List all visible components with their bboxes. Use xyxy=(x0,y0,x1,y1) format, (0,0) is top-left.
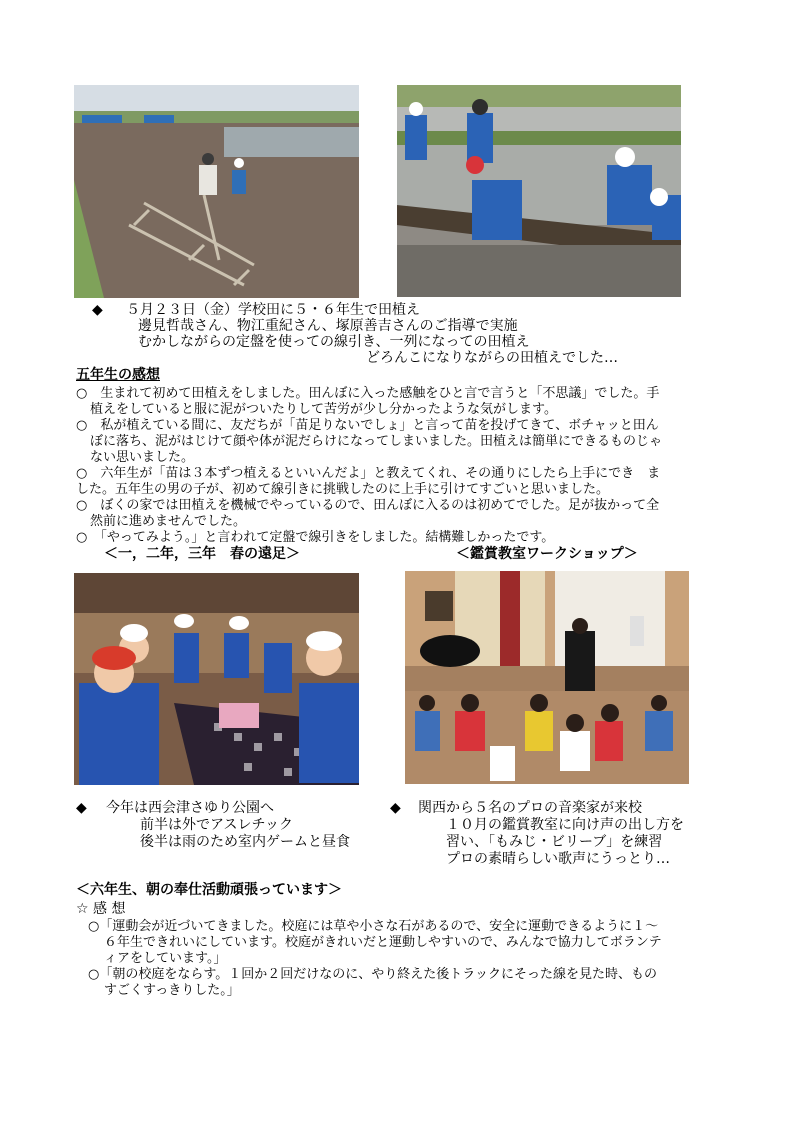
impression-line: ○ 私が植えている間に、友だちが「苗足りないでしょ」と言って苗を投げてきて、ボチャッと田ん xyxy=(76,418,659,433)
excursion-heading: ＜一，二年，三年 春の遠足＞ xyxy=(104,546,300,562)
excursion-caption-line: 前半は外でアスレチック xyxy=(140,817,294,833)
impression-line: 植えをしていると服に泥がついたりして苦労が少し分かったような気がします。 xyxy=(90,402,557,417)
service-line: ○「運動会が近づいてきました。校庭には草や小さな石があるので、安全に運動できるように１～ xyxy=(88,919,659,934)
workshop-caption-line: １０月の鑑賞教室に向け声の出し方を xyxy=(446,817,684,833)
caption-line: むかしながらの定盤を使っての線引き、一列になっての田植え xyxy=(138,334,530,350)
workshop-bullet: ◆ xyxy=(390,800,401,816)
impression-line: 然前に進めませんでした。 xyxy=(90,514,247,529)
impression-line: ない思いました。 xyxy=(90,450,195,465)
excursion-bullet: ◆ xyxy=(76,800,87,816)
impression-line: ○ 生まれて初めて田植えをしました。田んぼに入った感触をひと言で言うと「不思議」でした。手 xyxy=(76,386,660,401)
photo-music-workshop xyxy=(405,571,689,784)
photo-rice-field-marker xyxy=(74,85,359,298)
impression-line: ○ ぼくの家では田植えを機械でやっているので、田んぼに入るのは初めてでした。足が抜かって全 xyxy=(76,498,660,513)
workshop-heading: ＜鑑賞教室ワークショップ＞ xyxy=(456,546,638,562)
workshop-caption-line: プロの素晴らしい歌声にうっとり… xyxy=(446,851,670,867)
impression-line: ○ 「やってみよう。」と言われて定盤で線引きをしました。結構難しかったです。 xyxy=(76,530,555,545)
caption-line: 邊見哲哉さん、物江重紀さん、塚原善吉さんのご指導で実施 xyxy=(138,318,518,334)
service-line: ○「朝の校庭をならす。１回か２回だけなのに、やり終えた後トラックにそった線を見た時、もの xyxy=(88,967,658,982)
caption-line: どろんこになりながらの田植えでした… xyxy=(366,350,618,366)
impression-line: ぼに落ち、泥がはじけて顔や体が泥だらけになってしまいました。田植えは簡単にできるものじゃ xyxy=(90,434,663,449)
workshop-caption-line: 習い、「もみじ・ビリーブ」を練習 xyxy=(446,834,663,850)
excursion-caption-line: 今年は西会津さゆり公園へ xyxy=(106,800,274,816)
impressions-heading: 五年生の感想 xyxy=(76,367,160,383)
service-subheading: ☆ 感 想 xyxy=(76,901,126,917)
service-heading: ＜六年生、朝の奉仕活動頑張っています＞ xyxy=(76,882,342,898)
impression-line: ○ 六年生が「苗は３本ずつ植えるといいんだよ」と教えてくれ、その通りにしたら上手にでき ま xyxy=(76,466,661,481)
excursion-caption-line: 後半は雨のため室内ゲームと昼食 xyxy=(140,834,350,850)
service-line: すごくすっきりした。」 xyxy=(104,983,240,998)
workshop-caption-line: 関西から５名のプロの音楽家が来校 xyxy=(418,800,642,816)
impression-line: した。五年生の男の子が、初めて線引きに挑戦したのに上手に引けてすごいと思いました。 xyxy=(76,482,610,497)
photo-picnic xyxy=(74,573,359,785)
service-line: ６年生できれいにしています。校庭がきれいだと運動しやすいので、みんなで協力してボランテ xyxy=(104,935,662,950)
service-line: ィアをしています。」 xyxy=(104,951,227,966)
caption-bullet: ◆ xyxy=(92,302,103,318)
caption-line: ５月２３日（金）学校田に５・６年生で田植え xyxy=(126,302,420,318)
photo-children-planting xyxy=(397,85,681,297)
